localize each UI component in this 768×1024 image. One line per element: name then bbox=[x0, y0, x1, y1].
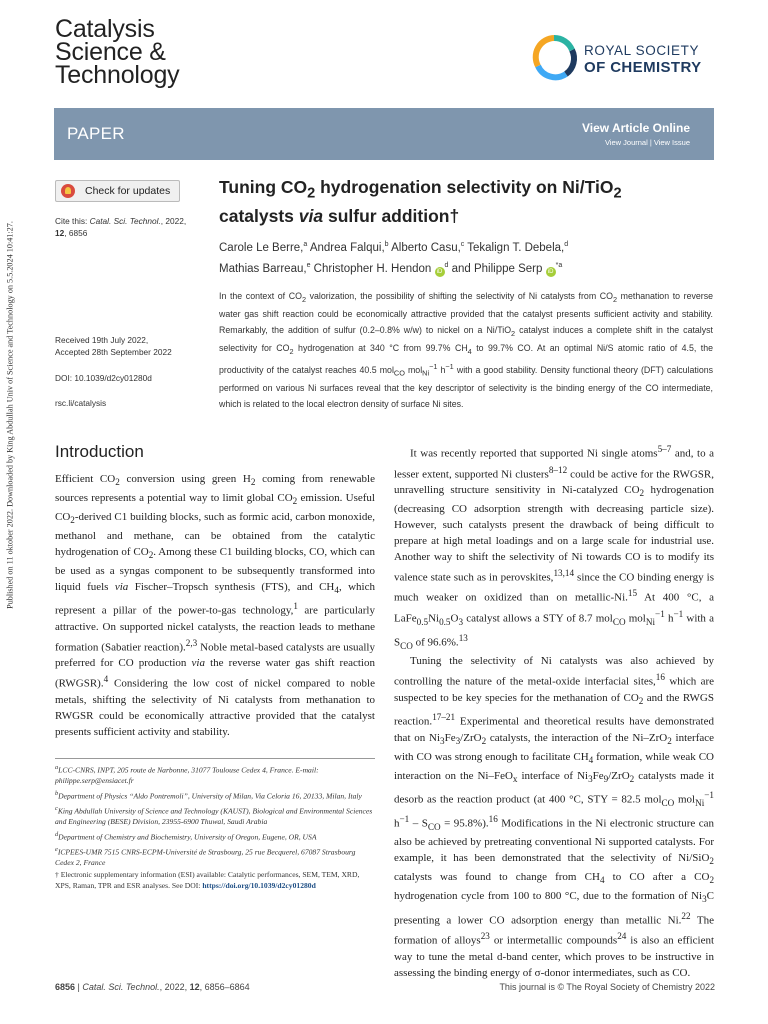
footnote-divider bbox=[55, 758, 375, 759]
paper-banner bbox=[54, 108, 714, 160]
article-type: PAPER bbox=[67, 124, 125, 143]
journal-site-link[interactable]: rsc.li/catalysis bbox=[55, 398, 107, 408]
esi-doi-link[interactable]: https://doi.org/10.1039/d2cy01280d bbox=[202, 881, 316, 890]
abstract: In the context of $CO_2$ valorization, the possibility of shifting the selectivity of Ni catalysts from $CO_2$ methanation to reverse water gas shift reaction could be economically attractive provided that the catalyst presents sufficient activity and stability. Remarkably, the addition of sulfur (0.2–0.8% w/w) to nickel on a Ni/TiO$_2$ catalyst induces a complete shift in the catalyst selectivity for $CO_2$ hydrogenation at 340 °C from 99.7% $CH_4$ to 99.7% CO. At an optimal Ni/S atomic ratio of 4.5, the productivity of the catalyst reaches 40.5 mol$_{CO}$ mol$_{Ni}^{-1}$ $h^{-1}$ with a good stability. Density functional theory (DFT) calculations performed on various Ni surfaces reveal that the key descriptor of selectivity is the binding energy of the CO intermediate, which is related to the local electron density of surface Ni sites. bbox=[219, 291, 713, 409]
journal-name: Catalysis Science & Technology bbox=[55, 15, 180, 89]
page-footer: 6856 | Catal. Sci. Technol., 2022, 12, 6856–6864 This journal is © The Royal Society of Chemistry 2022 bbox=[55, 982, 715, 992]
citation: Cite this: Catal. Sci. Technol., 2022, 12, 6856 bbox=[55, 216, 187, 238]
orcid-icon[interactable]: iD bbox=[435, 267, 445, 277]
dates: Received 19th July 2022, Accepted 28th September 2022 bbox=[55, 335, 172, 357]
orcid-icon[interactable]: iD bbox=[546, 267, 556, 277]
publisher-name: ROYAL SOCIETY OF CHEMISTRY bbox=[584, 43, 702, 76]
copyright: This journal is © The Royal Society of Chemistry 2022 bbox=[499, 982, 715, 992]
view-article-online-link[interactable]: View Article Online bbox=[581, 121, 690, 135]
page-number: 6856 bbox=[55, 982, 76, 992]
doi[interactable]: DOI: 10.1039/d2cy01280d bbox=[55, 373, 152, 383]
download-note: Published on 11 oktober 2022. Downloaded by King Abdullah Univ of Science and Technology on 5.5.2024 10:41:27. bbox=[5, 221, 15, 609]
section-heading: Introduction bbox=[55, 442, 144, 461]
intro-right-column: It was recently reported that supported Ni single atoms$^{5-7}$ and, to a lesser extent, supported Ni clusters$^{8-12}$ could be active for the RWGSR, unravelling structure sensitivity in Ni-catalyzed $CO_2$ hydrogenation (decreasing CO adsorption strength with decreasing particle size). However, such catalysts present the drawback of being difficult to prepare at high metal loadings and on a large scale for industrial use. Another way to shift the selectivity of Ni towards CO is to modify its valence state such as in perovskites,$^{13,14}$ since the CO binding energy is much weaker on oxidized than on metallic-Ni.$^{15}$ At 400 °C, a $LaFe_{0.5}Ni_{0.5}O_3$ catalyst allows a STY of 8.7 mol$_{CO}$ mol$_{Ni}^{-1}$ $h^{-1}$ with a $S_{CO}$ of 96.6%.$^{13}$ Tuning the selectivity of Ni catalysts was also achieved by controlling the nature of the metal-oxide interfacial sites,$^{16}$ which are suspected to be key species for the methanation of $CO_2$ and the RWGS reaction.$^{17-21}$ Experimental and theoretical results have demonstrated that on $Ni_3Fe_3/ZrO_2$ catalysts, the interaction of the Ni–ZrO$_2$ interface with CO was strong enough to facilitate $CH_4$ formation, while weak CO interaction on the Ni–FeO$_x$ interface of $Ni_3Fe_9/ZrO_2$ catalysts made it desorb as the reaction product (at 400 °C, STY = 82.5 mol$_{CO}$ mol$_{Ni}^{-1}$ $h^{-1} - S_{CO} = 95.8\%).^{16}$ Modifications in the Ni electronic structure can also be achieved by pretreating conventional Ni supported catalysts. For example, it has been demonstrated that the selectivity of Ni/SiO$_2$ catalysts was found to change from $CH_4$ to CO after a $CO_2$ hydrogenation cycle from 100 to 800 °C, due to the formation of $Ni_3C$ presenting a lower CO adsorption energy than metallic Ni.$^{22}$ The formation of alloys$^{23}$ or intermetallic compounds$^{24}$ is also an efficient way to tune the metal d-band center, which proves to be instructive in assessing the binding energy of σ-donor intermediates, such as CO. bbox=[394, 444, 715, 979]
article-title: Tuning $CO_2$ hydrogenation selectivity on Ni/TiO$_2$ catalysts via sulfur addition† bbox=[219, 177, 622, 226]
crossmark-icon bbox=[61, 184, 75, 198]
view-journal-issue-links[interactable]: View Journal | View Issue bbox=[604, 138, 690, 147]
intro-left-column: Efficient $CO_2$ conversion using green $H_2$ coming from renewable sources represents a potential way to limit global $CO_2$ emission. Useful $CO_2$-derived C1 building blocks, such as formic acid, carbon monoxide, methanol and methane, can be obtained from the catalytic hydrogenation of $CO_2$. Among these C1 building blocks, CO, which can be used as a syngas component to be subsequently transformed into liquid fuels via Fischer–Tropsch synthesis (FTS), and $CH_4$, which represent a pillar of the power-to-gas technology,$^1$ are particularly attractive. On supported nickel catalysts, the reaction leads to methane formation (Sabatier reaction).$^{2,3}$ Noble metal-based catalysts are usually preferred for CO production via the reverse water gas shift reaction (RWGSR).$^4$ Considering the low cost of nickel compared to noble metals, shifting the selectivity of Ni catalysts from methanation to RWGSR could be economically attractive provided that the catalyst presents sufficient activity and stability. bbox=[55, 473, 376, 738]
affiliations: $^a$LCC-CNRS, INPT, 205 route de Narbonne, 31077 Toulouse Cedex 4, France. E-mail: philippe.serp@ensiacet.fr $^b$Department of Physics “Aldo Pontremoli”, University of Milan, Via Celoria 16, 20133, Milan, Italy $^c$King Abdullah University of Science and Technology (KAUST), Biological and Environmental Sciences and Engineering (BESE) Division, 23955-6900 Thuwal, Saudi Arabia $^d$Department of Chemistry and Biochemistry, University of Oregon, Eugene, OR, USA $^e$ICPEES-UMR 7515 CNRS-ECPM-Université de Strasbourg, 25 rue Becquerel, 67087 Strasbourg Cedex 2, France † Electronic supplementary information (ESI) available: Catalytic performances, SEM, TEM, XRD, XPS, Raman, TPR and ESR analyses. See DOI: https://doi.org/10.1039/d2cy01280d bbox=[55, 764, 373, 890]
check-updates-button[interactable]: Check for updates bbox=[55, 180, 180, 202]
author-list: Carole Le Berre,$^a$ Andrea Falqui,$^b$ Alberto Casu,$^c$ Tekalign T. Debela,$^d$ Mathias Barreau,$^e$ Christopher H. Hendon $iD^d$ and Philippe Serp $iD^{*a}$ bbox=[219, 241, 569, 275]
